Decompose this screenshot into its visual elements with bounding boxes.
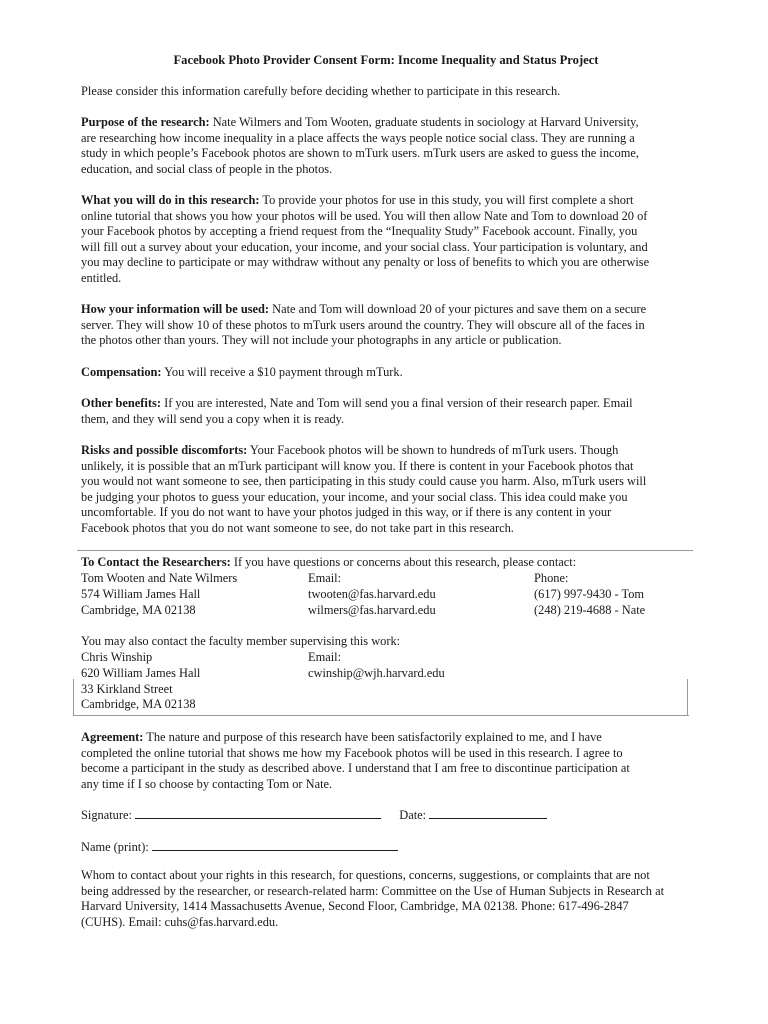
- other-benefits-section: [81, 396, 687, 427]
- email-label: Email:: [308, 571, 342, 585]
- risks-line: you would not want someone to see, then participating in this study could cause you harm. Also, mTurk users will: [81, 474, 647, 489]
- faculty-email: cwinship@wjh.harvard.edu: [308, 666, 445, 680]
- faculty-email-label: Email:: [308, 650, 342, 664]
- faculty-address-3: Cambridge, MA 02138: [81, 697, 196, 711]
- faculty-intro: You may also contact the faculty member supervising this work:: [81, 634, 401, 648]
- form-title: Facebook Photo Provider Consent Form: Income Inequality and Status Project: [173, 53, 599, 67]
- signature-row: [81, 807, 687, 824]
- info-use-line: Nate and Tom will download 20 of your pictures and save them on a secure: [272, 302, 647, 316]
- risks-line: Facebook photos that you do not want someone to see, do not take part in this research.: [81, 520, 514, 535]
- agreement-line: become a participant in the study as described above. I understand that I am free to discontinue participation at: [81, 761, 630, 776]
- other-benefits-heading: Other benefits:: [81, 396, 161, 410]
- box-divider: [73, 715, 689, 716]
- purpose-line: are researching how income inequality in a place affects the ways people notice social class. They are running a: [81, 130, 635, 145]
- phone-tom: (617) 997-9430 - Tom: [534, 587, 645, 601]
- name-row: [81, 839, 687, 856]
- what-you-do-heading: What you will do in this research:: [81, 193, 260, 207]
- risks-line: unlikely, it is possible that an mTurk participant will know you. If there is content in your Facebook photos that: [81, 458, 634, 473]
- intro-text: Please consider this information carefully before deciding whether to participate in this research.: [81, 84, 561, 98]
- purpose-section: [81, 115, 687, 177]
- purpose-heading: Purpose of the research:: [81, 115, 210, 129]
- what-you-do-line: your Facebook photos by accepting a friend request from the “Inequality Study” Facebook account. Finally, you: [81, 224, 638, 239]
- faculty-name: Chris Winship: [81, 650, 153, 664]
- signature-field[interactable]: [135, 807, 381, 819]
- researcher-address-2: Cambridge, MA 02138: [81, 603, 196, 617]
- agreement-heading: Agreement:: [81, 730, 144, 744]
- name-field[interactable]: [152, 839, 398, 851]
- risks-line: uncomfortable. If you do not want to have your photos judged in this way, or if there is any content in your: [81, 505, 612, 520]
- researcher-names: Tom Wooten and Nate Wilmers: [81, 571, 238, 585]
- compensation-line: You will receive a $10 payment through mTurk.: [164, 365, 403, 379]
- researcher-address-1: 574 William James Hall: [81, 587, 201, 601]
- date-label: Date:: [399, 808, 427, 822]
- box-divider: [73, 679, 74, 715]
- rights-section: [81, 868, 687, 930]
- agreement-section: [81, 730, 687, 792]
- what-you-do-line: To provide your photos for use in this study, you will first complete a short: [262, 193, 634, 207]
- email-nate: wilmers@fas.harvard.edu: [308, 603, 436, 617]
- risks-line: be judging your photos to guess your education, your income, and your social class. This idea could make you: [81, 489, 628, 504]
- other-benefits-line: them, and they will send you a copy when it is ready.: [81, 411, 345, 426]
- contact-box: [77, 550, 693, 715]
- what-you-do-section: [81, 193, 687, 287]
- info-use-line: the photos other than yours. They will not include your photographs in any article or publication.: [81, 333, 562, 348]
- rights-line: Harvard University, 1414 Massachusetts Avenue, Second Floor, Cambridge, MA 02138. Phone: 617-496-2847: [81, 899, 629, 914]
- contact-intro: If you have questions or concerns about this research, please contact:: [233, 555, 577, 569]
- date-field[interactable]: [429, 807, 547, 819]
- what-you-do-line: online tutorial that shows you how your photos will be used. You will then allow Nate and Tom to download 20 of: [81, 208, 648, 223]
- purpose-line: education, and social class of people in the photos.: [81, 161, 333, 176]
- signature-label: Signature:: [81, 808, 132, 822]
- compensation-heading: Compensation:: [81, 365, 162, 379]
- faculty-address-1: 620 William James Hall: [81, 666, 201, 680]
- contact-heading-line: [81, 555, 691, 571]
- agreement-line: any time if I so choose by contacting Tom or Nate.: [81, 776, 333, 791]
- phone-nate: (248) 219-4688 - Nate: [534, 603, 646, 617]
- risks-section: [81, 443, 687, 537]
- what-you-do-line: entitled.: [81, 270, 122, 285]
- what-you-do-line: will fill out a survey about your education, your income, and your social class. Your participation is voluntary, and: [81, 239, 648, 254]
- phone-label: Phone:: [534, 571, 569, 585]
- rights-line: (CUHS). Email: cuhs@fas.harvard.edu.: [81, 914, 279, 929]
- other-benefits-line: If you are interested, Nate and Tom will send you a final version of their research paper. Email: [164, 396, 633, 410]
- agreement-line: The nature and purpose of this research have been satisfactorily explained to me, and I have: [146, 730, 602, 744]
- rights-line: being addressed by the researcher, or research-related harm: Committee on the Use of Human Subjects in Research at: [81, 883, 665, 898]
- risks-line: Your Facebook photos will be shown to hundreds of mTurk users. Though: [249, 443, 619, 457]
- risks-heading: Risks and possible discomforts:: [81, 443, 248, 457]
- name-label: Name (print):: [81, 840, 149, 854]
- box-divider: [687, 679, 688, 715]
- faculty-address-2: 33 Kirkland Street: [81, 682, 173, 696]
- info-use-heading: How your information will be used:: [81, 302, 270, 316]
- compensation-section: [81, 365, 687, 381]
- contact-heading: To Contact the Researchers:: [81, 555, 231, 569]
- info-use-section: [81, 302, 687, 349]
- info-use-line: server. They will show 10 of these photos to mTurk users around the country. They will obscure all of the faces in: [81, 317, 645, 332]
- purpose-line: study in which people’s Facebook photos are shown to mTurk users. mTurk users are asked to guess the income,: [81, 146, 639, 161]
- what-you-do-line: you may decline to participate or may withdraw without any penalty or loss of benefits to which you are otherwise: [81, 255, 650, 270]
- email-tom: twooten@fas.harvard.edu: [308, 587, 436, 601]
- purpose-line: Nate Wilmers and Tom Wooten, graduate students in sociology at Harvard University,: [212, 115, 639, 129]
- agreement-line: completed the online tutorial that shows me how my Facebook photos will be used in this research. I agree to: [81, 745, 623, 760]
- rights-line: Whom to contact about your rights in this research, for questions, concerns, suggestions, or complaints that are not: [81, 868, 650, 882]
